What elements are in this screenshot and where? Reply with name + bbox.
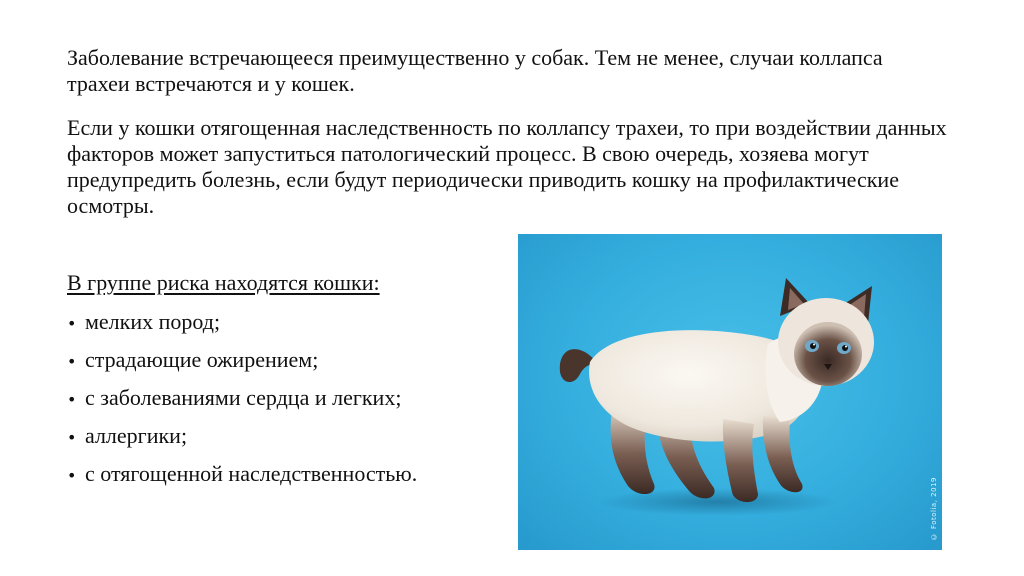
face-mask <box>794 322 862 386</box>
front-leg-right <box>763 416 803 492</box>
list-item <box>67 423 507 461</box>
list-item-text: с отягощенной наследственностью. <box>85 461 418 486</box>
list-item <box>67 385 507 423</box>
list-item-text: мелких пород; <box>85 309 221 334</box>
list-item <box>67 347 507 385</box>
bullet-icon: • <box>67 352 77 371</box>
siamese-kitten-illustration <box>518 234 942 550</box>
list-item <box>67 461 507 499</box>
pupil-right <box>842 345 848 351</box>
list-item-text: аллергики; <box>85 423 188 448</box>
bullet-icon: • <box>67 466 77 485</box>
eye-highlight-right <box>845 346 847 348</box>
risk-group-heading: В группе риска находятся кошки: <box>67 270 380 295</box>
cat-photo <box>518 234 942 550</box>
shadow-shape <box>598 488 838 516</box>
list-item-text: с заболеваниями сердца и легких; <box>85 385 402 410</box>
risk-group-list <box>67 309 507 499</box>
list-item <box>67 309 507 347</box>
pupil-left <box>810 343 816 349</box>
photo-watermark: © Fotolia, 2019 <box>930 476 938 540</box>
bullet-icon: • <box>67 428 77 447</box>
bullet-icon: • <box>67 390 77 409</box>
eye-highlight-left <box>813 344 815 346</box>
list-item-text: страдающие ожирением; <box>85 347 319 372</box>
paragraph-intro: Заболевание встречающееся преимущественно у собак. Тем не менее, случаи коллапса трахеи встречаются и у кошек. <box>67 45 883 96</box>
paragraph-heredity: Если у кошки отягощенная наследственность по коллапсу трахеи, то при воздействии данных факторов может запуститься патологический процесс. В свою очередь, хозяева могут предупредить болезнь, если будут периодически приводить кошку на профилактические осмотры. <box>67 115 947 218</box>
bullet-icon: • <box>67 314 77 333</box>
